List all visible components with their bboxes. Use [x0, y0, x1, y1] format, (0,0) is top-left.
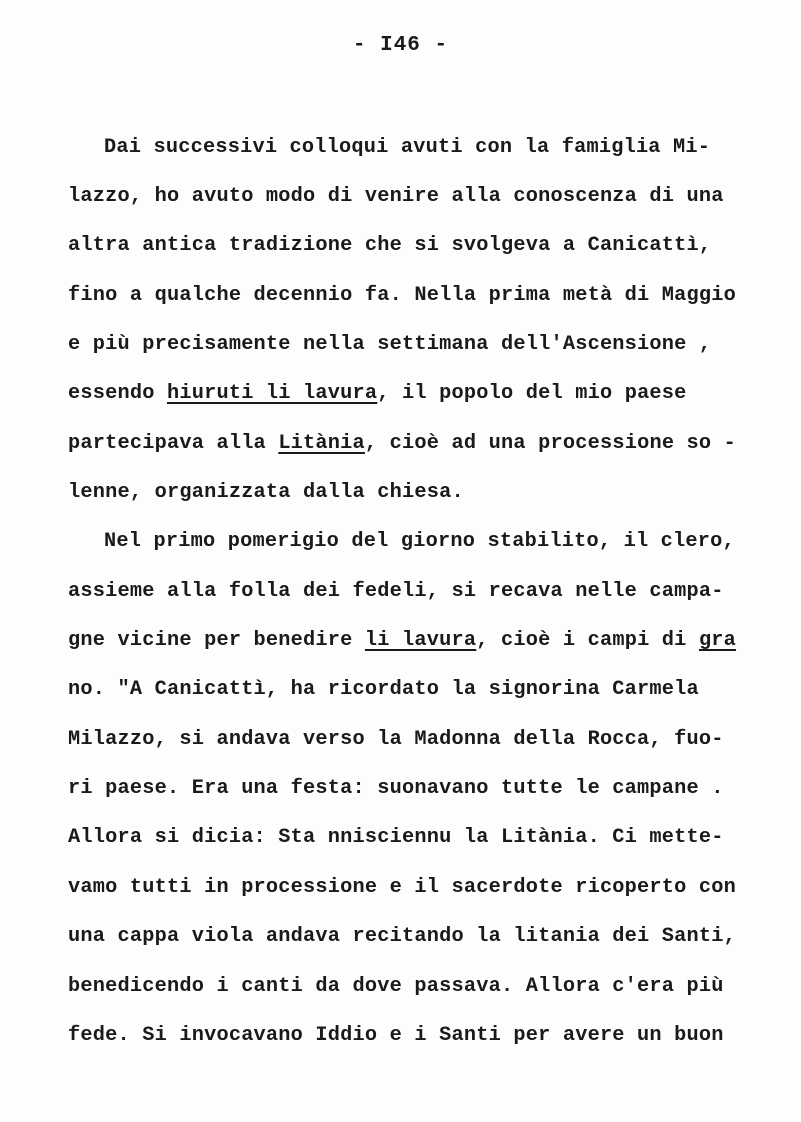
text-segment: Dai successivi colloqui avuti con la famiglia Mi- — [104, 136, 711, 159]
text-line — [68, 187, 724, 207]
text-segment: , il popolo del mio paese — [377, 382, 687, 405]
underlined-term: li lavura — [364, 629, 477, 652]
text-segment: vamo tutti in processione e il sacerdote ricoperto con — [68, 876, 737, 899]
text-segment: altra antica tradizione che si svolgeva a Canicattì, — [68, 234, 712, 257]
text-segment: Nel primo pomerigio del giorno stabilito, il clero, — [104, 530, 735, 553]
text-line — [68, 631, 736, 651]
text-line — [68, 730, 724, 750]
text-segment: gne vicine per benedire — [68, 629, 365, 652]
text-segment: Allora si dicia: Sta nnisciennu la Litània. Ci mette- — [68, 826, 724, 849]
text-segment: e più precisamente nella settimana dell'Ascensione , — [68, 333, 712, 356]
text-line — [104, 532, 735, 552]
text-segment: benedicendo i canti da dove passava. Allora c'era più — [68, 975, 724, 998]
underlined-term: hiuruti li lavura — [166, 382, 378, 405]
text-line — [68, 977, 724, 997]
text-line — [68, 286, 736, 306]
text-line — [68, 779, 724, 799]
text-line — [68, 384, 687, 404]
underlined-term: Litània — [278, 432, 365, 455]
page-number: - I46 - — [352, 34, 449, 57]
text-line — [68, 236, 711, 256]
text-line — [104, 138, 710, 158]
text-line — [68, 680, 699, 700]
text-line — [68, 434, 736, 454]
text-line — [68, 1026, 724, 1046]
text-segment: partecipava alla — [68, 432, 279, 455]
text-segment: assieme alla folla dei fedeli, si recava nelle campa- — [68, 580, 724, 603]
text-line — [68, 878, 736, 898]
text-line — [68, 335, 711, 355]
text-segment: lenne, organizzata dalla chiesa. — [68, 481, 464, 504]
text-segment: fino a qualche decennio fa. Nella prima metà di Maggio — [68, 284, 737, 307]
text-segment: ri paese. Era una festa: suonavano tutte le campane . — [68, 777, 724, 800]
text-segment: essendo — [68, 382, 167, 405]
text-line — [68, 828, 724, 848]
text-segment: lazzo, ho avuto modo di venire alla conoscenza di una — [68, 185, 724, 208]
text-segment: una cappa viola andava recitando la litania dei Santi, — [68, 925, 737, 948]
text-segment: no. "A Canicattì, ha ricordato la signorina Carmela — [68, 678, 699, 701]
text-segment: , cioè ad una processione so - — [364, 432, 737, 455]
underlined-term: gra — [698, 629, 737, 652]
text-line — [68, 927, 736, 947]
text-segment: fede. Si invocavano Iddio e i Santi per avere un buon — [68, 1024, 724, 1047]
text-line — [68, 582, 724, 602]
text-line — [68, 483, 464, 503]
text-segment: , cioè i campi di — [476, 629, 699, 652]
text-segment: Milazzo, si andava verso la Madonna della Rocca, fuo- — [68, 728, 724, 751]
